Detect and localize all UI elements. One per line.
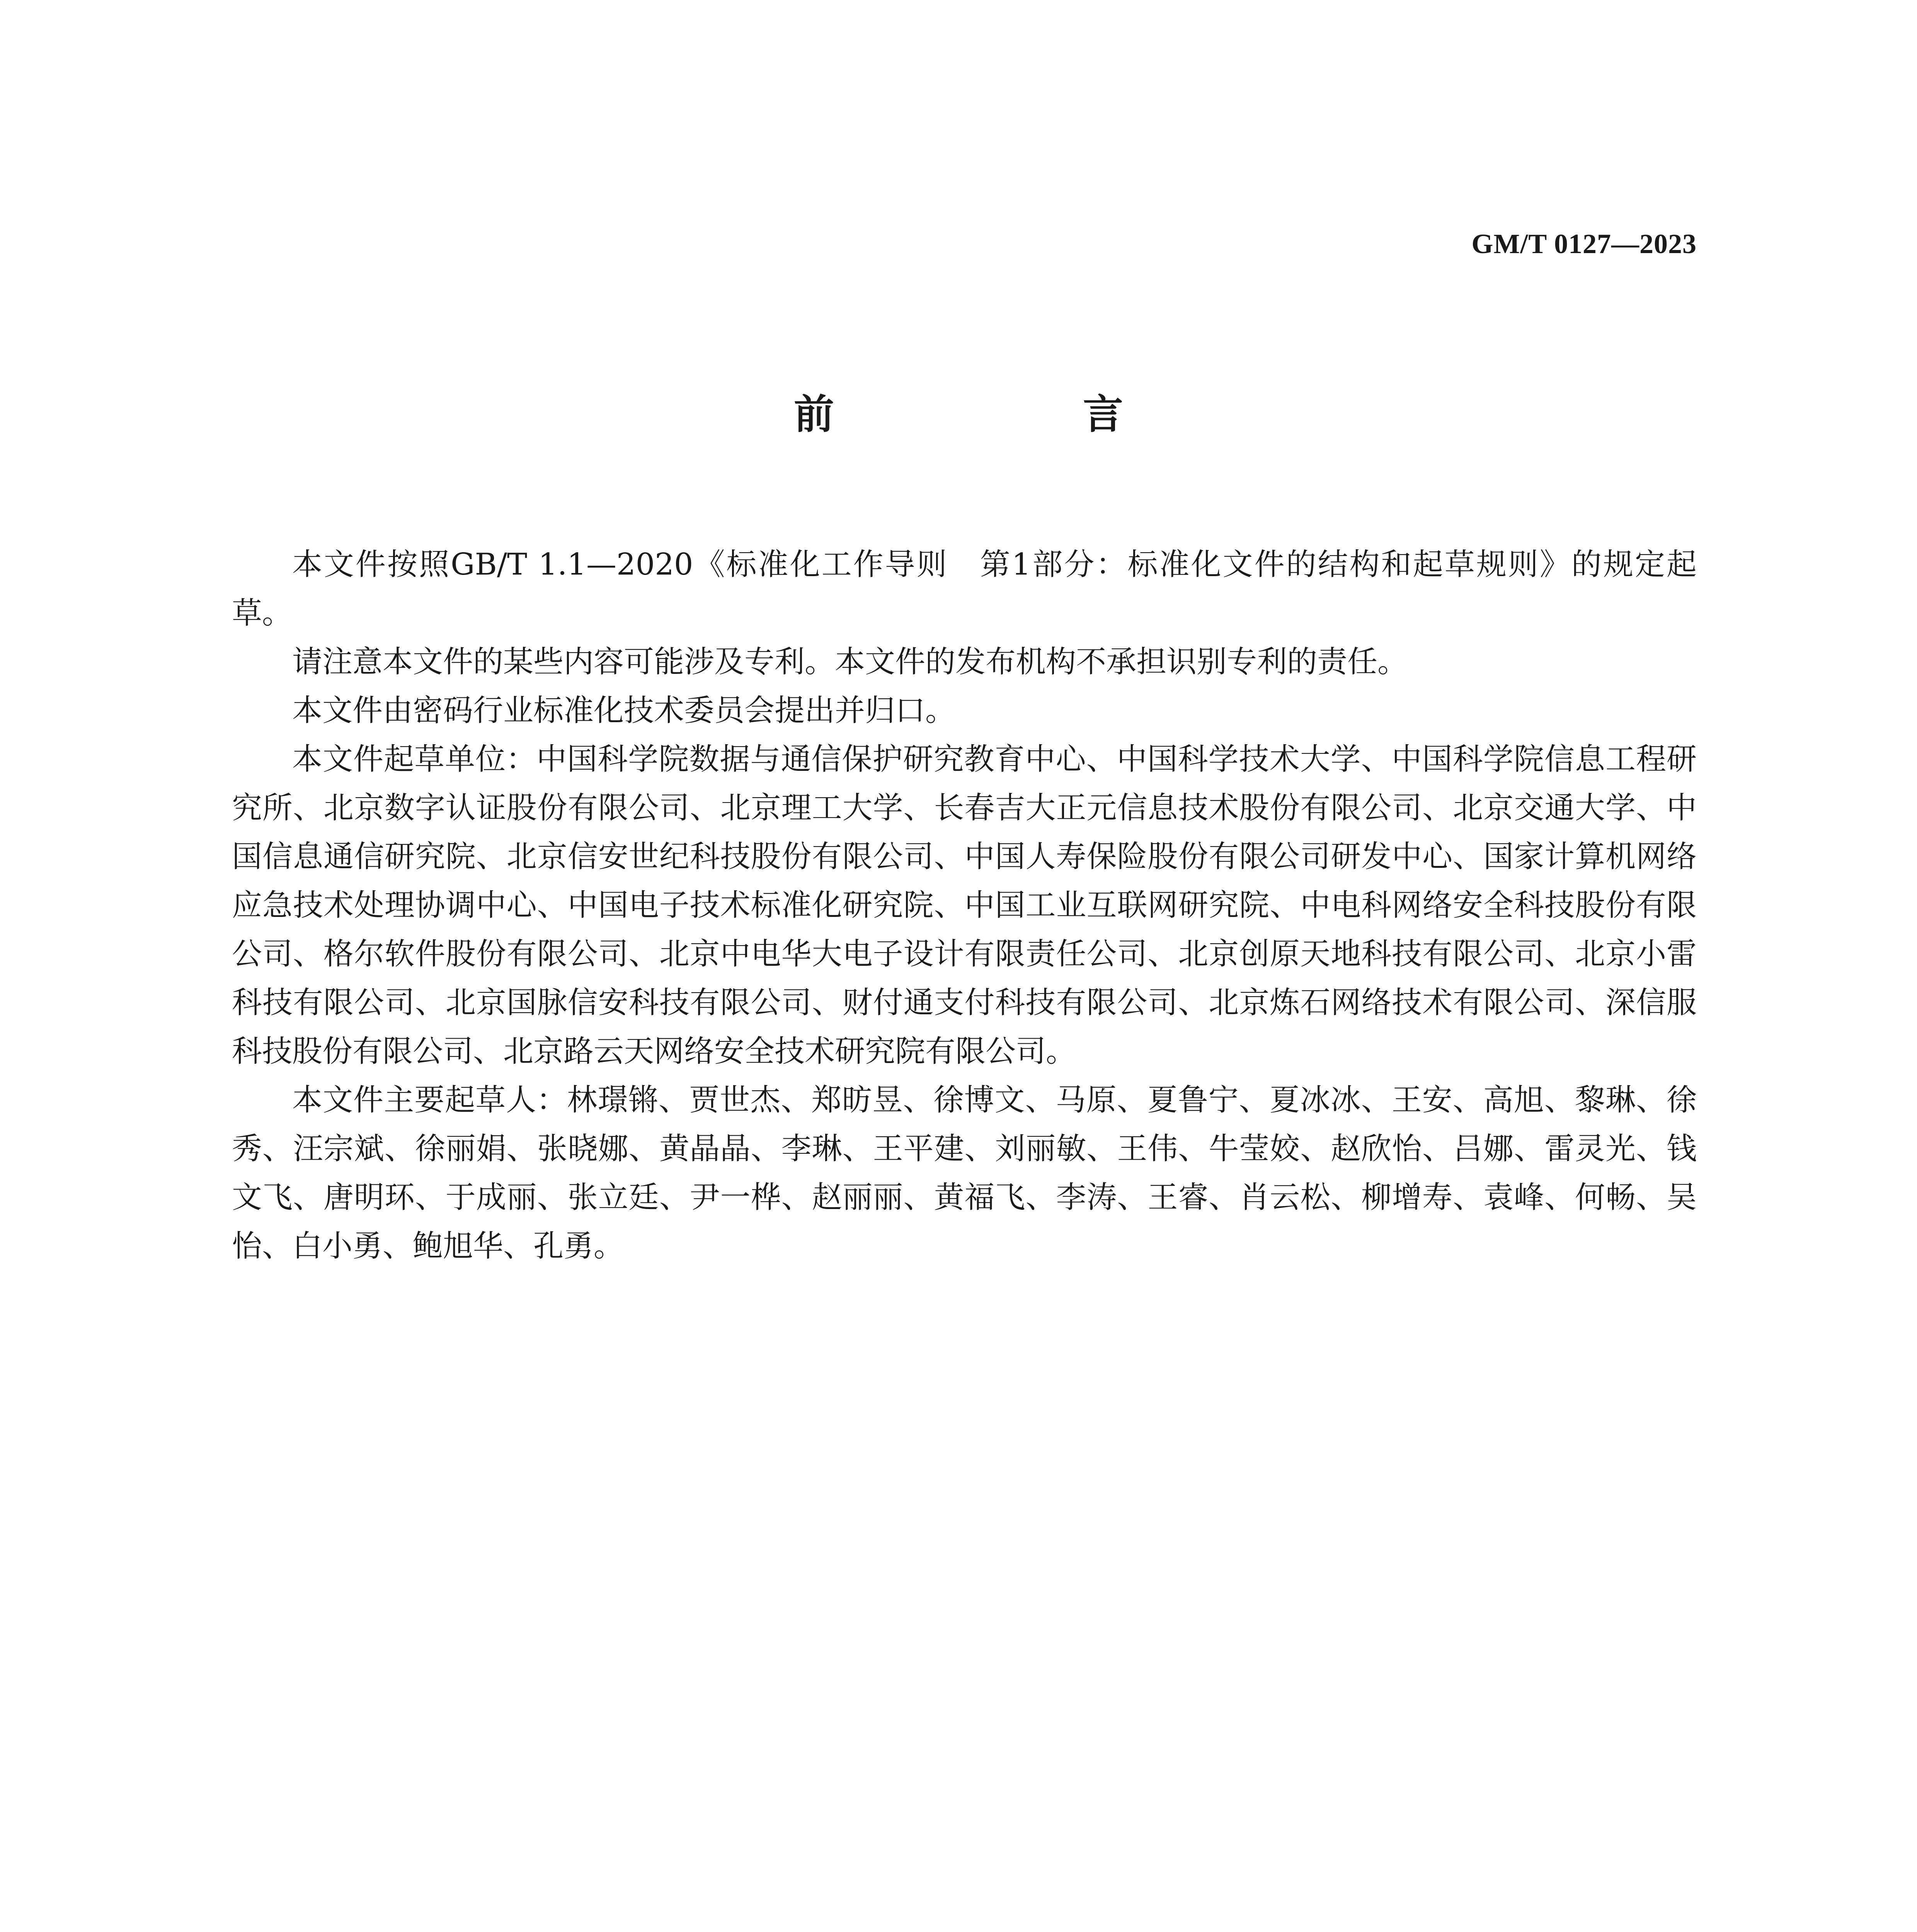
paragraph-drafters: 本文件主要起草人：林璟锵、贾世杰、郑昉昱、徐博文、马原、夏鲁宁、夏冰冰、王安、高旭、黎琳、徐秀、汪宗斌、徐丽娟、张晓娜、黄晶晶、李琳、王平建、刘丽敏、王伟、牛莹姣、赵欣怡、吕娜、雷灵光、钱文飞、唐明环、于成丽、张立廷、尹一桦、赵丽丽、黄福飞、李涛、王睿、肖云松、柳增寿、袁峰、何畅、吴怡、白小勇、鲍旭华、孔勇。 bbox=[232, 1083, 1697, 1264]
standard-code: GM/T 0127—2023 bbox=[1471, 228, 1697, 259]
paragraph-committee: 本文件由密码行业标准化技术委员会提出并归口。 bbox=[292, 693, 956, 728]
paragraph-patent-notice: 请注意本文件的某些内容可能涉及专利。本文件的发布机构不承担识别专利的责任。 bbox=[292, 645, 1408, 679]
paragraph-drafting-rules: 本文件按照GB/T 1.1—2020《标准化工作导则 第1部分：标准化文件的结构和起草规则》的规定起草。 bbox=[232, 547, 1697, 631]
foreword-body bbox=[232, 540, 1697, 1270]
page-title: 前 言 bbox=[793, 391, 1227, 438]
paragraph-drafting-units: 本文件起草单位：中国科学院数据与通信保护研究教育中心、中国科学技术大学、中国科学院信息工程研究所、北京数字认证股份有限公司、北京理工大学、长春吉大正元信息技术股份有限公司、北京交通大学、中国信息通信研究院、北京信安世纪科技股份有限公司、中国人寿保险股份有限公司研发中心、国家计算机网络应急技术处理协调中心、中国电子技术标准化研究院、中国工业互联网研究院、中电科网络安全科技股份有限公司、格尔软件股份有限公司、北京中电华大电子设计有限责任公司、北京创原天地科技有限公司、北京小雷科技有限公司、北京国脉信安科技有限公司、财付通支付科技有限公司、北京炼石网络技术有限公司、深信服科技股份有限公司、北京路云天网络安全技术研究院有限公司。 bbox=[232, 742, 1697, 1069]
